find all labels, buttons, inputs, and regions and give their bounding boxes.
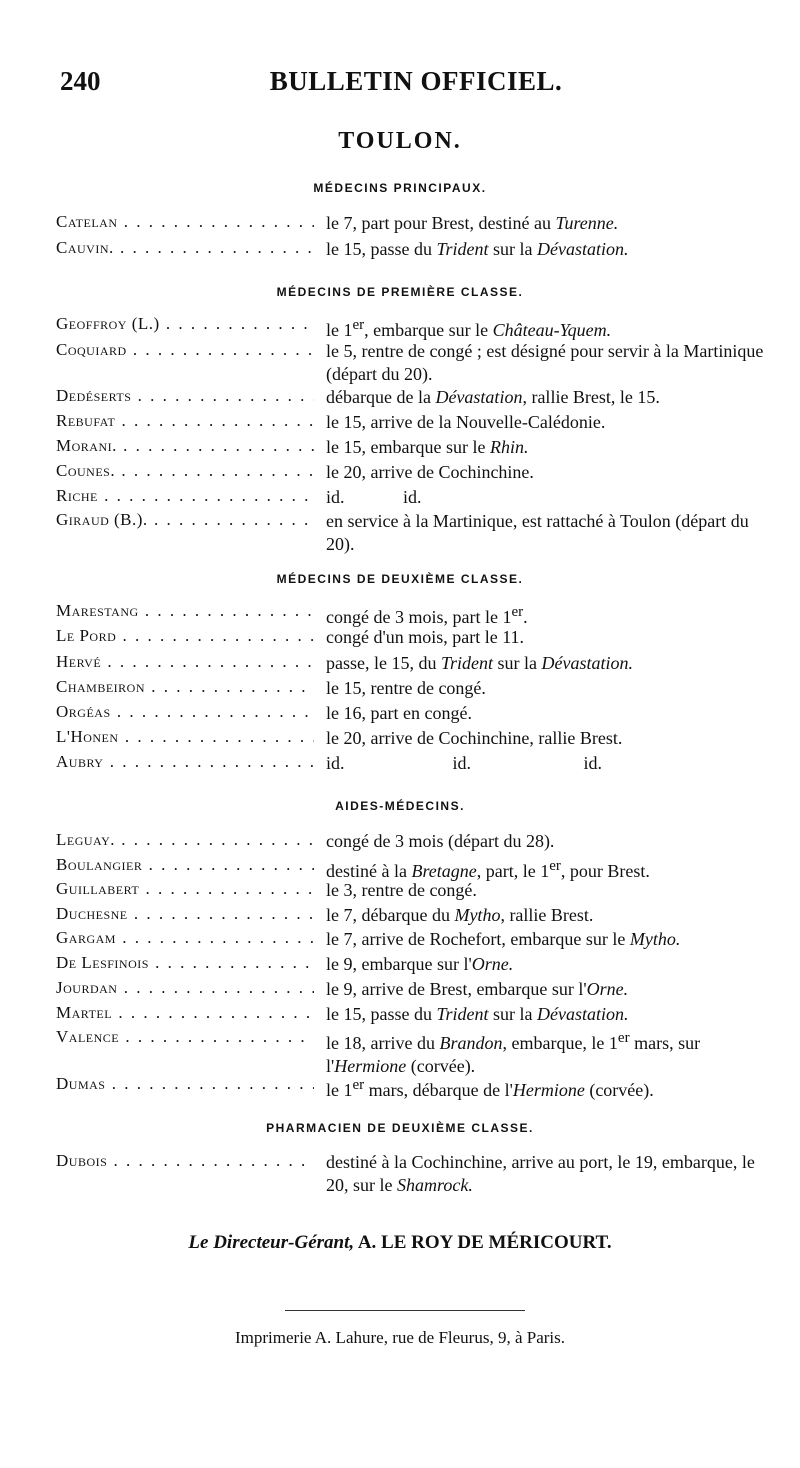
signature bbox=[0, 1232, 800, 1254]
page-header bbox=[60, 66, 772, 106]
officer-name: Giraud (B.). . . . bbox=[56, 510, 314, 530]
divider-rule bbox=[285, 1310, 525, 1311]
officer-name: Orgéas . . . bbox=[56, 702, 314, 722]
movement-description: le 7, arrive de Rochefort, embarque sur le Mytho. bbox=[326, 929, 681, 949]
officer-name: Dumas . . . bbox=[56, 1074, 314, 1094]
movement-description: le 15, embarque sur le Rhin. bbox=[326, 437, 529, 457]
movement-description: le 7, part pour Brest, destiné au Turenne. bbox=[326, 213, 619, 233]
movement-description: destiné à la Bretagne, part, le 1er, pour Brest. bbox=[326, 858, 650, 881]
officer-name: Marestang . . . bbox=[56, 601, 314, 621]
officer-name: Catelan . . . bbox=[56, 212, 314, 232]
officer-name: Counes. . . . bbox=[56, 461, 314, 481]
officer-name: Rebufat . . . bbox=[56, 411, 314, 431]
officer-name: Le Pord . . . bbox=[56, 626, 314, 646]
officer-name: Cauvin. . . . bbox=[56, 238, 314, 258]
section-title: MÉDECINS DE DEUXIÈME CLASSE. bbox=[276, 572, 524, 586]
movement-description: le 16, part en congé. bbox=[326, 703, 472, 723]
officer-name: Hervé . . . bbox=[56, 652, 314, 672]
movement-description: en service à la Martinique, est rattaché à Toulon (départ du 20). bbox=[326, 511, 749, 554]
movement-description: le 15, passe du Trident sur la Dévastation. bbox=[326, 1004, 629, 1024]
section-title: MÉDECINS DE PREMIÈRE CLASSE. bbox=[276, 285, 524, 299]
movement-description: le 5, rentre de congé ; est désigné pour servir à la Martinique (départ du 20). bbox=[326, 341, 764, 384]
movement-description: destiné à la Cochinchine, arrive au port, le 19, embarque, le 20, sur le Shamrock. bbox=[326, 1152, 755, 1195]
officer-name: Boulangier . . . bbox=[56, 855, 314, 875]
section-title: PHARMACIEN DE DEUXIÈME CLASSE. bbox=[266, 1121, 534, 1135]
officer-name: Jourdan . . . bbox=[56, 978, 314, 998]
movement-description: congé de 3 mois (départ du 28). bbox=[326, 831, 555, 851]
movement-description: le 7, débarque du Mytho, rallie Brest. bbox=[326, 905, 594, 925]
movement-description: id. id. id. bbox=[326, 753, 603, 773]
city-title: TOULON. bbox=[338, 128, 462, 154]
movement-description: le 9, arrive de Brest, embarque sur l'Orne. bbox=[326, 979, 629, 999]
running-title: BULLETIN OFFICIEL. bbox=[269, 66, 563, 96]
officer-name: Dedéserts . . . bbox=[56, 386, 314, 406]
movement-description: débarque de la Dévastation, rallie Brest, le 15. bbox=[326, 387, 660, 407]
movement-description: le 15, arrive de la Nouvelle-Calédonie. bbox=[326, 412, 606, 432]
officer-name: Dubois . . . bbox=[56, 1151, 314, 1171]
officer-name: Aubry . . . bbox=[56, 752, 314, 772]
movement-description: le 15, rentre de congé. bbox=[326, 678, 486, 698]
officer-name: Coquiard . . . bbox=[56, 340, 314, 360]
imprint-line: Imprimerie A. Lahure, rue de Fleurus, 9, à Paris. bbox=[235, 1328, 565, 1347]
signature-role: Le Directeur-Gérant, bbox=[188, 1232, 355, 1253]
page-number: 240 bbox=[60, 66, 101, 96]
officer-name: Gargam . . . bbox=[56, 928, 314, 948]
movement-description: le 1er mars, débarque de l'Hermione (corvée). bbox=[326, 1077, 654, 1100]
officer-name: L'Honen . . . bbox=[56, 727, 314, 747]
movement-description: le 1er, embarque sur le Château-Yquem. bbox=[326, 317, 612, 340]
officer-name: De Lesfinois . . . bbox=[56, 953, 314, 973]
officer-name: Riche . . . bbox=[56, 486, 314, 506]
movement-description: le 15, passe du Trident sur la Dévastation. bbox=[326, 239, 629, 259]
officer-name: Valence . . . bbox=[56, 1027, 314, 1047]
officer-name: Geoffroy (L.) . . . bbox=[56, 314, 314, 334]
section-title: AIDES-MÉDECINS. bbox=[335, 799, 465, 813]
movement-description: le 9, embarque sur l'Orne. bbox=[326, 954, 514, 974]
officer-name: Leguay. . . . bbox=[56, 830, 314, 850]
section-title: MÉDECINS PRINCIPAUX. bbox=[313, 181, 487, 195]
officer-name: Martel . . . bbox=[56, 1003, 314, 1023]
movement-description: le 18, arrive du Brandon, embarque, le 1er mars, sur l'Hermione (corvée). bbox=[326, 1030, 701, 1076]
movement-description: congé d'un mois, part le 11. bbox=[326, 627, 525, 647]
movement-description: congé de 3 mois, part le 1er. bbox=[326, 604, 528, 627]
movement-description: le 20, arrive de Cochinchine. bbox=[326, 462, 534, 482]
officer-name: Duchesne . . . bbox=[56, 904, 314, 924]
signature-name: A. LE ROY DE MÉRICOURT. bbox=[357, 1232, 612, 1253]
officer-name: Chambeiron . . . bbox=[56, 677, 314, 697]
movement-description: le 20, arrive de Cochinchine, rallie Brest. bbox=[326, 728, 623, 748]
officer-name: Morani. . . . bbox=[56, 436, 314, 456]
movement-description: passe, le 15, du Trident sur la Dévastation. bbox=[326, 653, 633, 673]
movement-description: le 3, rentre de congé. bbox=[326, 880, 477, 900]
officer-name: Guillabert . . . bbox=[56, 879, 314, 899]
movement-description: id. id. bbox=[326, 487, 422, 507]
